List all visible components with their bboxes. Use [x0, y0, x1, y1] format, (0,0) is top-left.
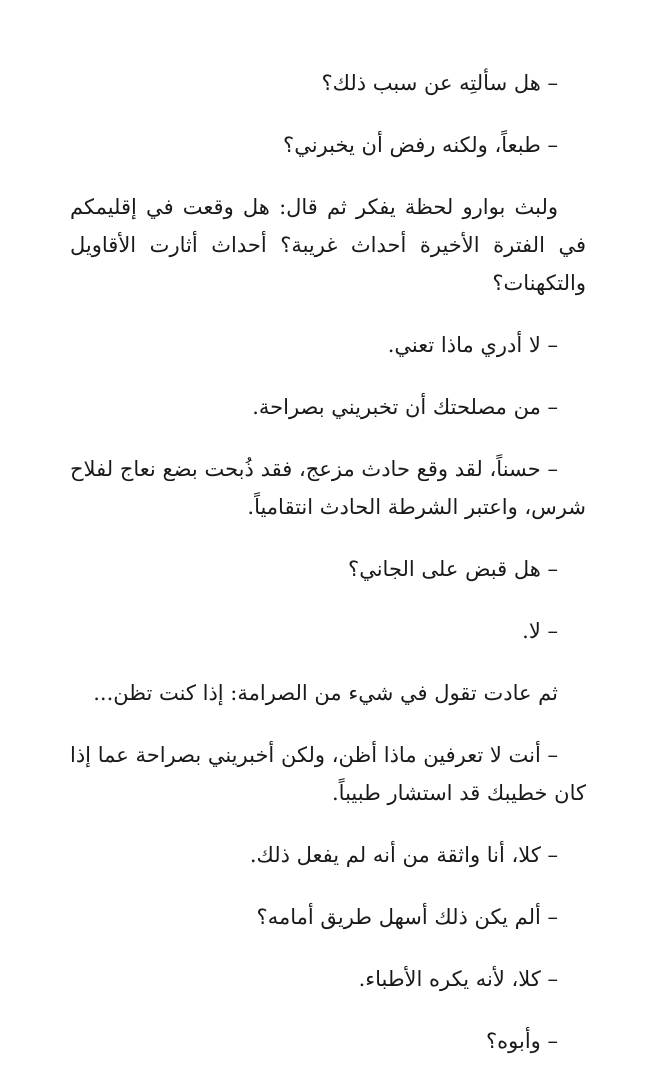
dialogue-line: – من مصلحتك أن تخبريني بصراحة.	[252, 395, 558, 419]
dialogue-line: – لا.	[522, 619, 558, 643]
narration-paragraph: ولبث بوارو لحظة يفكر ثم قال: هل وقعت في إقليمكم في الفترة الأخيرة أحداث غريبة؟ أحداث أثارت الأقاويل والتكهنات؟	[70, 195, 586, 295]
dialogue-line: – كلا، أنا واثقة من أنه لم يفعل ذلك.	[249, 843, 558, 867]
dialogue-line: – كلا، لأنه يكره الأطباء.	[358, 967, 558, 991]
dialogue-line: – وأبوه؟	[486, 1029, 558, 1053]
dialogue-line: – طبعاً، ولكنه رفض أن يخبرني؟	[283, 133, 558, 157]
dialogue-line: – لا أدري ماذا تعني.	[387, 333, 558, 357]
narration-paragraph: ثم عادت تقول في شيء من الصرامة: إذا كنت تظن...	[93, 681, 558, 705]
dialogue-line: – هل قبض على الجاني؟	[348, 557, 558, 581]
book-page	[70, 64, 586, 1084]
dialogue-line: – حسناً، لقد وقع حادث مزعج، فقد ذُبحت بضع نعاج لفلاح شرس، واعتبر الشرطة الحادث انتقامياً.	[70, 457, 586, 519]
dialogue-line: – هل سألتِه عن سبب ذلك؟	[321, 71, 558, 95]
dialogue-line: – أنت لا تعرفين ماذا أظن، ولكن أخبريني بصراحة عما إذا كان خطيبك قد استشار طبيباً.	[70, 743, 586, 805]
dialogue-line: – ألم يكن ذلك أسهل طريق أمامه؟	[256, 905, 558, 929]
